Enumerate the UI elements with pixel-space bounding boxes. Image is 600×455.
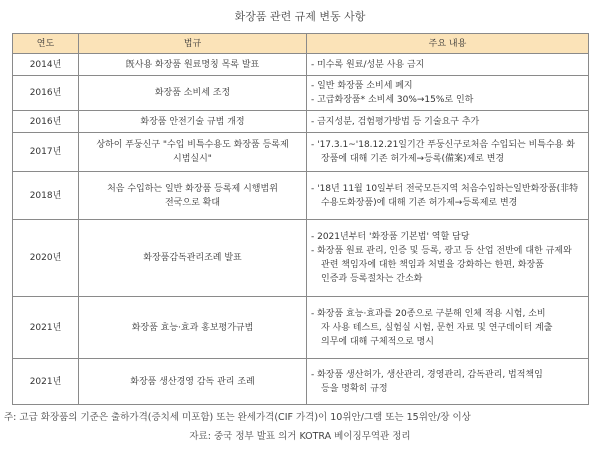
header-year: 연도 [13, 34, 79, 54]
header-law: 법규 [79, 34, 307, 54]
law-cell: 상하이 푸둥신구 "수입 비특수용도 화장품 등록제 시범실시" [79, 133, 307, 172]
year-cell: 2014년 [13, 54, 79, 76]
year-cell: 2021년 [13, 359, 79, 405]
table-row [13, 172, 589, 220]
table-row [13, 54, 589, 76]
year-cell: 2018년 [13, 172, 79, 220]
year-cell: 2017년 [13, 133, 79, 172]
source-note: 자료: 중국 정부 발표 의거 KOTRA 베이징무역관 정리 [189, 431, 411, 442]
year-cell: 2021년 [13, 297, 79, 359]
table-row [13, 76, 589, 111]
content-cell: - 금지성분, 검험평가방법 등 기술요구 추가 [307, 111, 589, 133]
law-cell: 화장품 효능·효과 홍보평가규범 [79, 297, 307, 359]
table-row [13, 297, 589, 359]
table-row [13, 220, 589, 297]
table-title: 화장품 관련 규제 변동 사항 [234, 10, 366, 23]
content-cell: - '17.3.1~'18.12.21일기간 푸둥신구로처음 수입되는 비특수용 화 장품에 대해 기존 허가제→등록(備案)제로 변경 [307, 133, 589, 172]
table-row [13, 133, 589, 172]
content-cell: - 미수록 원료/성분 사용 금지 [307, 54, 589, 76]
law-cell: 旣사용 화장품 원료명칭 목록 발표 [79, 54, 307, 76]
year-cell: 2016년 [13, 111, 79, 133]
content-cell: - 일반 화장품 소비세 폐지 - 고급화장품* 소비세 30%→15%로 인하 [307, 76, 589, 111]
law-cell: 화장품감독관리조례 발표 [79, 220, 307, 297]
footnote: 주: 고급 화장품의 기준은 출하가격(증치세 미포함) 또는 완세가격(CIF 가격)이 10위안/그램 또는 15위안/장 이상 [4, 412, 471, 423]
content-cell: - 2021년부터 '화장품 기본법' 역할 담당 - 화장품 원료 관리, 인증 및 등록, 광고 등 산업 전반에 대한 규제와 관련 책임자에 대한 책임과 처벌을 강화하는 한편, 화장품 인증과 등록절차는 간소화 [307, 220, 589, 297]
table-header-row [13, 34, 589, 54]
content-cell: - 화장품 생산허가, 생산관리, 경영관리, 감독관리, 법적책임 등을 명확히 규정 [307, 359, 589, 405]
year-cell: 2020년 [13, 220, 79, 297]
law-cell: 화장품 생산경영 감독 관리 조례 [79, 359, 307, 405]
content-cell: - 화장품 효능·효과를 20종으로 구분해 인체 적용 시험, 소비 자 사용 테스트, 실험실 시험, 문헌 자료 및 연구데이터 계출 의무에 대해 구체적으로 명시 [307, 297, 589, 359]
law-cell: 처음 수입하는 일반 화장품 등록제 시행범위 전국으로 확대 [79, 172, 307, 220]
law-cell: 화장품 소비세 조정 [79, 76, 307, 111]
content-cell: - '18년 11월 10일부터 전국모든지역 처음수입하는일반화장품(非特 수용도화장품)에 대해 기존 허가제→등록제로 변경 [307, 172, 589, 220]
law-cell: 화장품 안전기술 규범 개정 [79, 111, 307, 133]
table-row [13, 359, 589, 405]
year-cell: 2016년 [13, 76, 79, 111]
header-content: 주요 내용 [307, 34, 589, 54]
table-row [13, 111, 589, 133]
regulation-table [12, 33, 589, 405]
